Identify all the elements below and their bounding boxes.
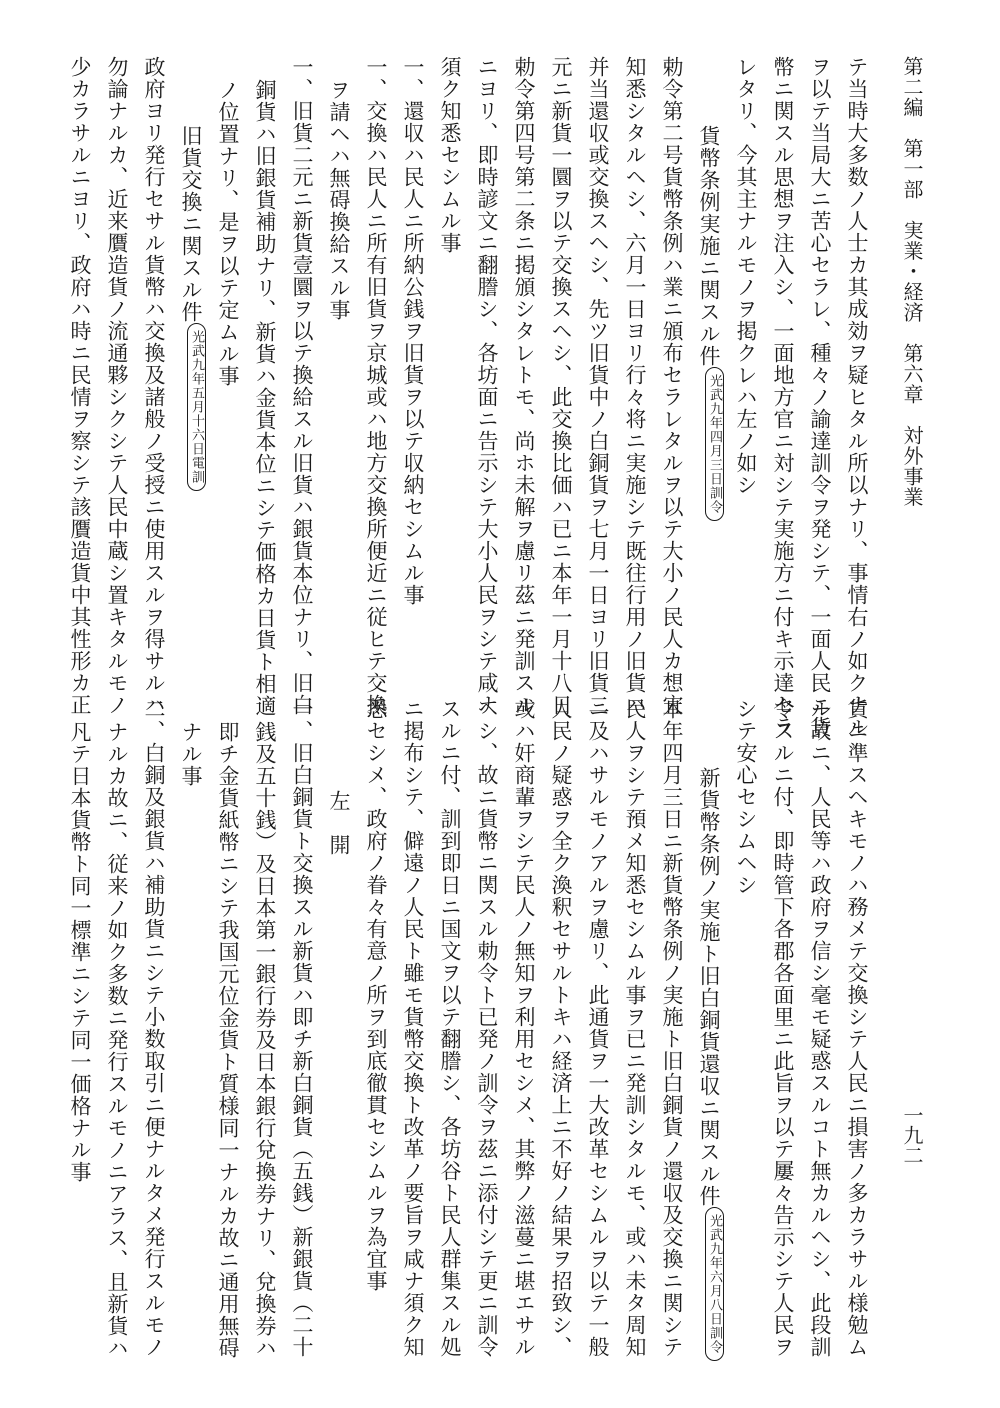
text-column: 或ハ奸商輩ヲシテ民人ノ無知ヲ利用セシメ、其弊ノ滋蔓ニ堪エサル — [512, 698, 536, 1358]
text-column: 凡テ日本貨幣ト同一標準ニシテ同一価格ナル事 — [68, 721, 92, 1184]
list-item: 一、旧白銅貨ト交換スル新貨ハ即チ新白銅貨（五銭）新銀貨（二十 — [290, 698, 314, 1358]
list-item: 一、交換ハ民人ニ所有旧貨ヲ京城或ハ地方交換所便近ニ従ヒテ交換 — [364, 56, 388, 716]
text-column: 悉セシメ、政府ノ眷々有意ノ所ヲ到底徹貫セシムルヲ為宜事 — [364, 698, 388, 1292]
list-item: 二、白銅及銀貨ハ補助貨ニシテ小数取引ニ便ナルタメ発行スルモノ — [142, 698, 166, 1358]
text-column: ナル事 — [179, 721, 203, 788]
text-column: ヲ請ヘハ無碍換給スル事 — [327, 79, 351, 322]
text-block-upper — [68, 56, 875, 738]
text-column: 元ニ新貨一圜ヲ以テ交換スヘシ、此交換比価ハ已ニ本年一月十八日 — [549, 56, 573, 716]
text-column: スルニ付、訓到即日ニ国文ヲ以テ翻謄シ、各坊谷ト民人群集スル処 — [438, 698, 462, 1358]
text-column: 銅貨ハ旧銀貨補助ナリ、新貨ハ金貨本位ニシテ価格カ日貨ト相適 — [253, 79, 277, 718]
section-heading-text: 貨幣条例実施ニ関スル件 — [697, 125, 721, 368]
text-column: 即チ金貨紙幣ニシテ我国元位金貨ト質様同一ナルカ故ニ通用無碍 — [216, 721, 240, 1360]
text-column: ヘシ、故ニ貨幣ニ関スル勅令ト已発ノ訓令ヲ茲ニ添付シテ更ニ訓令 — [475, 698, 499, 1358]
text-column: ナルカ故ニ、従来ノ如ク多数ニ発行スルモノニアラス、且新貨ハ — [105, 721, 129, 1360]
section-heading-text: 新貨幣条例ノ実施ト旧白銅貨還収ニ関スル件 — [697, 767, 721, 1208]
section-heading: 左 開 — [327, 790, 351, 857]
section-heading-text: 旧貨交換ニ関スル件 — [179, 125, 203, 324]
date-note: 光武九年六月八日訓令 — [705, 1207, 724, 1361]
text-column: ヲ以テ当局大ニ苦心セラレ、種々ノ諭達訓令ヲ発シテ、一面人民ニ貨 — [808, 56, 832, 738]
text-column: 貨ニ準スヘキモノハ務メテ交換シテ人民ニ損害ノ多カラサル様勉ム — [845, 698, 869, 1358]
text-column: 人民ノ疑惑ヲ全ク渙釈セサルトキハ経済上ニ不好ノ結果ヲ招致シ、 — [549, 698, 573, 1358]
text-column: 須ク知悉セシムル事 — [438, 56, 462, 254]
page-number: 一九二 — [900, 1105, 924, 1165]
text-column: 銭及五十銭）及日本第一銀行券及日本銀行兌換券ナリ、兌換券ハ — [253, 721, 277, 1360]
text-column: 知悉シタルヘシ、六月一日ヨリ行々将ニ実施シテ既往行用ノ旧貨ハ — [623, 56, 647, 716]
text-column: テ当時大多数ノ人士カ其成効ヲ疑ヒタル所以ナリ、事情右ノ如クナル — [845, 56, 869, 738]
text-column: 勿論ナルカ、近来贋造貨ノ流通夥シクシテ人民中蔵シ置キタルモノ — [105, 56, 129, 716]
text-column: ニヨリ、即時諺文ニ翻謄シ、各坊面ニ告示シテ大小人民ヲシテ咸ナ — [475, 56, 499, 716]
text-column: 少カラサルニヨリ、政府ハ時ニ民情ヲ察シテ該贋造貨中其性形カ正 — [68, 56, 92, 716]
text-column: 政府ヨリ発行セサル貨幣ハ交換及諸般ノ受授ニ使用スルヲ得サルハ — [142, 56, 166, 716]
running-header: 第二編 第一部 実業・経済 第六章 対外事業 — [900, 56, 924, 507]
text-column: 幣ニ関スル思想ヲ注入シ、一面地方官ニ対シテ実施方ニ付キ示達セラ — [771, 56, 795, 738]
section-heading — [172, 56, 209, 636]
text-column: 勅令第二号貨幣条例ハ業ニ頒布セラレタルヲ以テ大小ノ民人カ想宜 — [660, 56, 684, 716]
text-column: ニ掲布シテ、僻遠ノ人民ト雖モ貨幣交換ト改革ノ要旨ヲ咸ナ須ク知 — [401, 698, 425, 1358]
section-heading — [690, 698, 727, 1355]
text-column: ニ及ハサルモノアルヲ慮リ、此通貨ヲ一大改革セシムルヲ以テ一般 — [586, 698, 610, 1358]
date-note: 光武九年五月十六日電訓 — [187, 323, 206, 491]
text-block-lower — [68, 698, 875, 1360]
section-heading — [690, 56, 727, 636]
list-item: 一、旧貨二元ニ新貨壹圜ヲ以テ換給スル旧貨ハ銀貨本位ナリ、旧白 — [290, 56, 314, 716]
text-column: レタリ、今其主ナルモノヲ掲クレハ左ノ如シ — [734, 56, 758, 496]
text-column: 并当還収或交換スヘシ、先ツ旧貨中ノ白銅貨ヲ七月一日ヨリ旧貨二 — [586, 56, 610, 716]
text-column: ノ位置ナリ、是ヲ以テ定ムル事 — [216, 79, 240, 388]
text-column: 令スルニ付、即時管下各郡各面里ニ此旨ヲ以テ屢々告示シテ人民ヲ — [771, 698, 795, 1358]
text-column: ル故ニ、人民等ハ政府ヲ信シ毫モ疑惑スルコト無カルヘシ、此段訓 — [808, 698, 832, 1358]
text-column: シテ安心セシムヘシ — [734, 698, 758, 896]
text-column: 勅令第四号第二条ニ掲頒シタレトモ、尚ホ未解ヲ慮リ茲ニ発訓スル — [512, 56, 536, 716]
text-column: 本年四月三日ニ新貨幣条例ノ実施ト旧白銅貨ノ還収及交換ニ関シテ — [660, 698, 684, 1358]
text-column: 民人ヲシテ預メ知悉セシムル事ヲ已ニ発訓シタルモ、或ハ未タ周知 — [623, 698, 647, 1358]
date-note: 光武九年四月三日訓令 — [705, 367, 724, 521]
list-item: 一、還収ハ民人ニ所納公銭ヲ旧貨ヲ以テ収納セシムル事 — [401, 56, 425, 606]
